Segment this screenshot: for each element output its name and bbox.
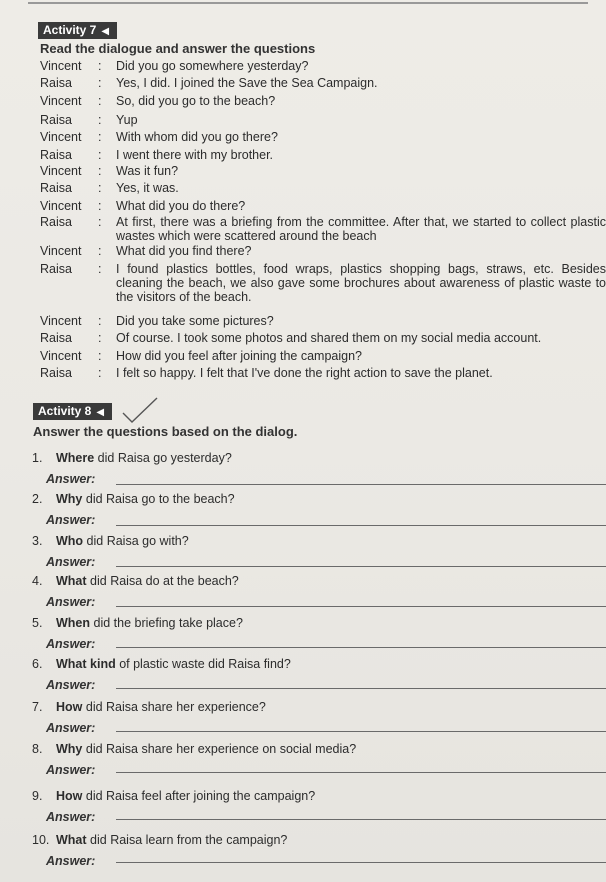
dialogue-text: Yup bbox=[116, 113, 138, 127]
dialogue-text: Did you go somewhere yesterday? bbox=[116, 59, 309, 73]
dialogue-speaker: Raisa bbox=[40, 113, 72, 127]
question-wh-word: What kind bbox=[56, 657, 116, 671]
activity7-badge: Activity 7 ◀ bbox=[38, 22, 117, 39]
activity8-instruction: Answer the questions based on the dialog. bbox=[33, 424, 298, 439]
question-text: did Raisa learn from the campaign? bbox=[86, 833, 288, 847]
checkmark-icon bbox=[120, 396, 160, 424]
answer-label: Answer: bbox=[46, 678, 96, 692]
dialogue-speaker: Vincent bbox=[40, 244, 82, 258]
question bbox=[32, 492, 235, 506]
dialogue-speaker: Vincent bbox=[40, 59, 82, 73]
dialogue-colon: : bbox=[98, 244, 102, 258]
answer-label: Answer: bbox=[46, 637, 96, 651]
dialogue-text: Yes, it was. bbox=[116, 181, 179, 195]
answer-label: Answer: bbox=[46, 595, 96, 609]
question-wh-word: Why bbox=[56, 742, 83, 756]
answer-line[interactable] bbox=[116, 772, 606, 773]
question-text: did Raisa share her experience on social media? bbox=[82, 742, 357, 756]
answer-label: Answer: bbox=[46, 721, 96, 735]
dialogue-speaker: Vincent bbox=[40, 199, 82, 213]
question bbox=[32, 534, 189, 548]
question-number: 9. bbox=[32, 789, 43, 803]
dialogue-text: With whom did you go there? bbox=[116, 130, 278, 144]
dialogue-colon: : bbox=[98, 331, 102, 345]
dialogue-speaker: Raisa bbox=[40, 215, 72, 229]
dialogue-speaker: Raisa bbox=[40, 366, 72, 380]
question bbox=[32, 657, 291, 671]
arrow-icon: ◀ bbox=[101, 26, 110, 37]
activity8-badge: Activity 8 ◀ bbox=[33, 403, 112, 420]
question-wh-word: When bbox=[56, 616, 91, 630]
answer-line[interactable] bbox=[116, 731, 606, 732]
question-text: did Raisa do at the beach? bbox=[86, 574, 239, 588]
question-text: did Raisa go with? bbox=[83, 534, 189, 548]
dialogue-speaker: Vincent bbox=[40, 349, 82, 363]
answer-line[interactable] bbox=[116, 484, 606, 485]
answer-line[interactable] bbox=[116, 688, 606, 689]
dialogue-text: Of course. I took some photos and shared them on my social media account. bbox=[116, 331, 542, 345]
dialogue-colon: : bbox=[98, 130, 102, 144]
question-wh-word: How bbox=[56, 789, 83, 803]
question-wh-word: What bbox=[56, 833, 87, 847]
dialogue-speaker: Vincent bbox=[40, 164, 82, 178]
dialogue-colon: : bbox=[98, 215, 102, 229]
question-wh-word: Where bbox=[56, 451, 95, 465]
dialogue-text: What did you do there? bbox=[116, 199, 246, 213]
dialogue-text: How did you feel after joining the campaign? bbox=[116, 349, 362, 363]
question bbox=[32, 833, 287, 847]
dialogue-speaker: Raisa bbox=[40, 76, 72, 90]
question-text: did Raisa feel after joining the campaign? bbox=[82, 789, 316, 803]
question-text: of plastic waste did Raisa find? bbox=[115, 657, 291, 671]
dialogue-text: So, did you go to the beach? bbox=[116, 94, 276, 108]
dialogue-text: Was it fun? bbox=[116, 164, 179, 178]
activity7-instruction: Read the dialogue and answer the questions bbox=[40, 41, 316, 56]
answer-label: Answer: bbox=[46, 810, 96, 824]
dialogue-speaker: Vincent bbox=[40, 314, 82, 328]
dialogue-text: What did you find there? bbox=[116, 244, 252, 258]
question-number: 1. bbox=[32, 451, 43, 465]
dialogue-speaker: Vincent bbox=[40, 130, 82, 144]
dialogue-colon: : bbox=[98, 199, 102, 213]
answer-line[interactable] bbox=[116, 566, 606, 567]
dialogue-text: I found plastics bottles, food wraps, plastics shopping bags, straws, etc. Besides cleaning the beach, we also gave some brochures about awareness of plastic waste to the visitors of the beach. bbox=[116, 262, 606, 304]
arrow-icon: ◀ bbox=[96, 407, 105, 418]
question bbox=[32, 616, 243, 630]
question bbox=[32, 574, 239, 588]
question-number: 8. bbox=[32, 742, 43, 756]
answer-line[interactable] bbox=[116, 862, 606, 863]
dialogue-colon: : bbox=[98, 314, 102, 328]
dialogue-text: I felt so happy. I felt that I've done the right action to save the planet. bbox=[116, 366, 493, 380]
answer-label: Answer: bbox=[46, 763, 96, 777]
answer-label: Answer: bbox=[46, 854, 96, 868]
dialogue-colon: : bbox=[98, 181, 102, 195]
answer-line[interactable] bbox=[116, 647, 606, 648]
question-text: did Raisa go yesterday? bbox=[94, 451, 232, 465]
dialogue-speaker: Raisa bbox=[40, 262, 72, 276]
question bbox=[32, 700, 266, 714]
dialogue-colon: : bbox=[98, 59, 102, 73]
answer-line[interactable] bbox=[116, 819, 606, 820]
answer-label: Answer: bbox=[46, 555, 96, 569]
dialogue-colon: : bbox=[98, 148, 102, 162]
dialogue-speaker: Raisa bbox=[40, 331, 72, 345]
top-rule bbox=[28, 2, 588, 4]
dialogue-colon: : bbox=[98, 113, 102, 127]
dialogue-text: Yes, I did. I joined the Save the Sea Campaign. bbox=[116, 76, 378, 90]
question-number: 2. bbox=[32, 492, 43, 506]
question-wh-word: What bbox=[56, 574, 87, 588]
answer-label: Answer: bbox=[46, 472, 96, 486]
dialogue-speaker: Raisa bbox=[40, 181, 72, 195]
question-number: 3. bbox=[32, 534, 43, 548]
dialogue-text: I went there with my brother. bbox=[116, 148, 274, 162]
question-wh-word: Who bbox=[56, 534, 84, 548]
question-text: did Raisa share her experience? bbox=[82, 700, 266, 714]
question-text: did Raisa go to the beach? bbox=[82, 492, 235, 506]
dialogue-text: At first, there was a briefing from the committee. After that, we started to collect plastic wastes which were scattered around the beach bbox=[116, 215, 606, 243]
answer-line[interactable] bbox=[116, 525, 606, 526]
question-text: did the briefing take place? bbox=[90, 616, 243, 630]
question bbox=[32, 451, 232, 465]
dialogue-colon: : bbox=[98, 262, 102, 276]
dialogue-colon: : bbox=[98, 164, 102, 178]
question-number: 5. bbox=[32, 616, 43, 630]
dialogue-colon: : bbox=[98, 94, 102, 108]
answer-label: Answer: bbox=[46, 513, 96, 527]
question-number: 6. bbox=[32, 657, 43, 671]
question bbox=[32, 742, 356, 756]
dialogue-colon: : bbox=[98, 349, 102, 363]
question-number: 7. bbox=[32, 700, 43, 714]
dialogue-colon: : bbox=[98, 76, 102, 90]
question-number: 10. bbox=[32, 833, 50, 847]
question bbox=[32, 789, 315, 803]
question-wh-word: Why bbox=[56, 492, 83, 506]
dialogue-speaker: Raisa bbox=[40, 148, 72, 162]
question-number: 4. bbox=[32, 574, 43, 588]
dialogue-colon: : bbox=[98, 366, 102, 380]
answer-line[interactable] bbox=[116, 606, 606, 607]
question-wh-word: How bbox=[56, 700, 83, 714]
dialogue-text: Did you take some pictures? bbox=[116, 314, 274, 328]
dialogue-speaker: Vincent bbox=[40, 94, 82, 108]
